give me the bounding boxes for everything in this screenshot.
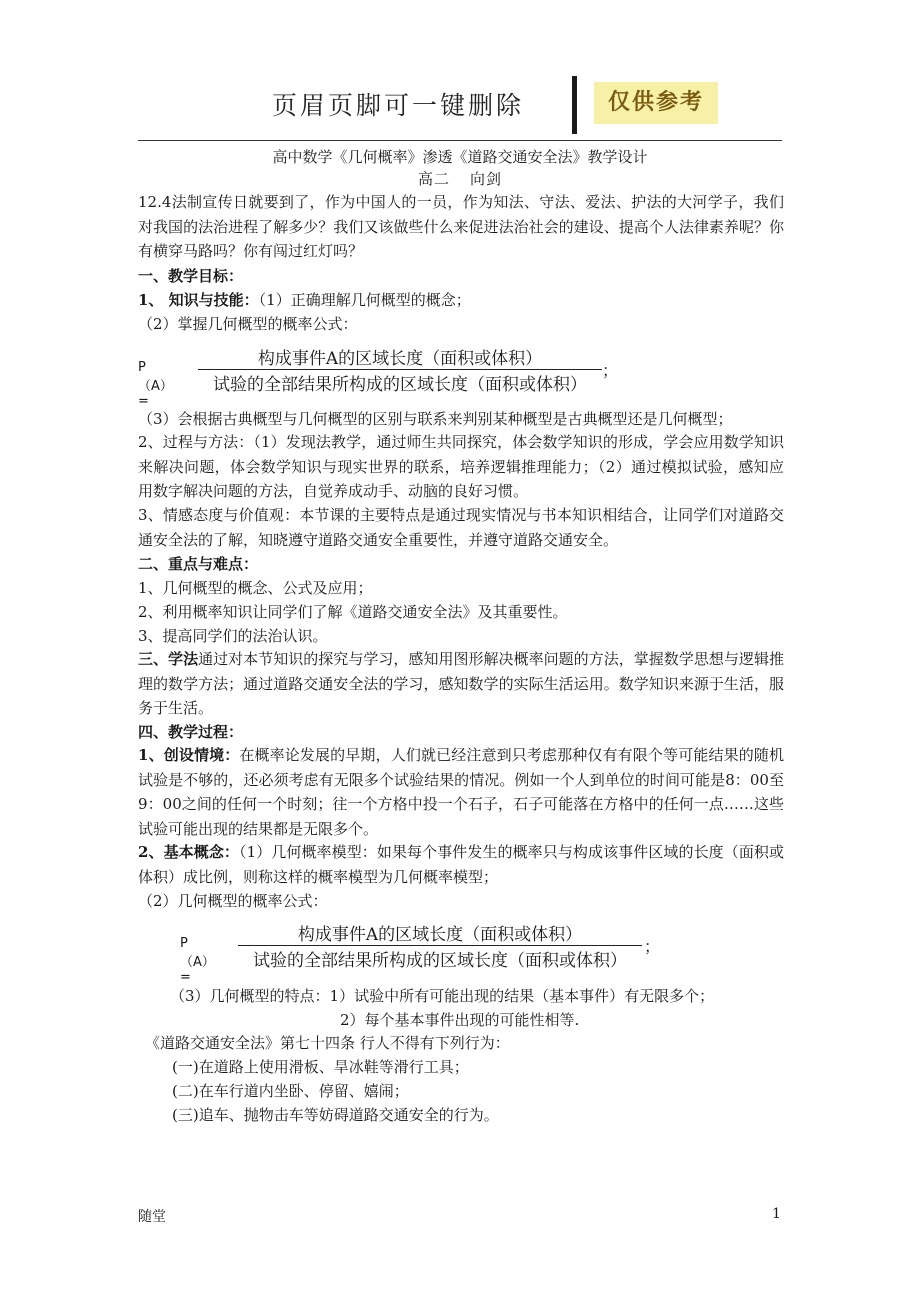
section-1-heading: 一、教学目标： — [138, 267, 244, 285]
footer-label: 随堂 — [138, 1209, 166, 1225]
scenario-label: 1、创设情境： — [138, 746, 240, 764]
formula-denominator: 试验的全部结果所构成的区域长度（面积或体积） — [253, 951, 627, 971]
document-title: 高中数学《几何概率》渗透《道路交通安全法》教学设计 — [272, 148, 648, 166]
formula-intro-2: （2）几何概型的概率公式： — [138, 892, 328, 910]
section-3-paragraph — [138, 647, 784, 721]
law-item-2: (二)在车行道内坐卧、停留、嬉闹； — [172, 1082, 409, 1100]
banner-right-badge: 仅供参考 — [594, 82, 718, 124]
scenario-paragraph — [138, 743, 784, 841]
knowledge-item-1: （1）正确理解几何概型的概念； — [258, 291, 471, 309]
formula-denominator: 试验的全部结果所构成的区域长度（面积或体积） — [213, 375, 587, 395]
banner-divider — [572, 76, 577, 134]
section-2-heading: 二、重点与难点： — [138, 555, 259, 573]
formula-numerator: 构成事件A的区域长度（面积或体积） — [257, 349, 543, 369]
banner-left-text: 页眉页脚可一键删除 — [272, 91, 525, 120]
formula-semicolon: ； — [644, 937, 661, 956]
formula-lhs: P（A）= — [180, 936, 215, 985]
key-point-1: 1、几何概型的概念、公式及应用； — [138, 579, 373, 597]
feature-line-2: 2）每个基本事件出现的可能性相等. — [340, 1011, 580, 1029]
knowledge-line — [138, 289, 471, 310]
intro-paragraph: 12.4法制宣传日就要到了，作为中国人的一员，作为知法、守法、爱法、护法的大河学子，我们对我国的法治进程了解多少？我们又该做些什么来促进法治社会的建设、提高个人法律素养呢？你有横穿马路吗？你有闯过红灯吗？ — [138, 193, 784, 260]
knowledge-item-3: （3）会根据古典概型与几何概型的区别与联系来判别某种概型是古典概型还是几何概型； — [138, 410, 733, 428]
author-line — [0, 168, 920, 189]
section-4-heading: 四、教学过程： — [138, 723, 244, 741]
header-rule — [138, 140, 782, 141]
page-number: 1 — [772, 1206, 781, 1222]
law-item-3: (三)追车、抛物击车等妨碍道路交通安全的行为。 — [172, 1106, 499, 1124]
attitude-paragraph: 3、情感态度与价值观：本节课的主要特点是通过现实情况与书本知识相结合，让同学们对道路交通安全法的了解，知晓遵守道路交通安全重要性，并遵守道路交通安全。 — [138, 506, 784, 549]
law-title: 《道路交通安全法》第七十四条 行人不得有下列行为： — [145, 1034, 510, 1052]
author-name: 向剑 — [470, 170, 503, 188]
knowledge-item-2: （2）掌握几何概型的概率公式： — [138, 315, 358, 333]
author-grade: 高二 — [417, 170, 450, 188]
feature-line-1: （3）几何概型的特点：1）试验中所有可能出现的结果（基本事件）有无限多个； — [170, 987, 715, 1005]
knowledge-label: 1、 知识与技能： — [138, 291, 259, 309]
header-banner — [258, 76, 728, 134]
formula-semicolon: ； — [602, 361, 619, 380]
formula-lhs: P（A）= — [138, 360, 173, 409]
law-item-1: (一)在道路上使用滑板、旱冰鞋等滑行工具； — [172, 1058, 469, 1076]
formula-numerator: 构成事件A的区域长度（面积或体积） — [297, 925, 583, 945]
section-3-body: 通过对本节知识的探究与学习，感知用图形解决概率问题的方法，掌握数学思想与逻辑推理的数学方法；通过道路交通安全法的学习，感知数学的实际生活运用。数学知识来源于生活，服务于生活。 — [138, 650, 784, 717]
process-method-paragraph: 2、过程与方法：（1）发现法教学，通过师生共同探究，体会数学知识的形成，学会应用数学知识来解决问题，体会数学知识与现实世界的联系，培养逻辑推理能力；（2）通过模拟试验，感知应用数字解决问题的方法，自觉养成动手、动脑的良好习惯。 — [138, 433, 784, 500]
scenario-body: 在概率论发展的早期，人们就已经注意到只考虑那种仅有有限个等可能结果的随机试验是不够的，还必须考虑有无限多个试验结果的情况。例如一个人到单位的时间可能是8：00至9：00之间的任何一个时刻；往一个方格中投一个石子，石子可能落在方格中的任何一点……这些试验可能出现的结果都是无限多个。 — [138, 746, 784, 838]
section-3-heading: 三、学法 — [138, 650, 199, 668]
key-point-2: 2、利用概率知识让同学们了解《道路交通安全法》及其重要性。 — [138, 603, 568, 621]
basic-concept-body: （1）几何概率模型：如果每个事件发生的概率只与构成该事件区域的长度（面积或体积）成比例，则称这样的概率模型为几何概率模型； — [138, 843, 784, 886]
basic-concept-label: 2、基本概念： — [138, 843, 240, 861]
key-point-3: 3、提高同学们的法治认识。 — [138, 627, 328, 645]
basic-concept-paragraph — [138, 840, 784, 889]
